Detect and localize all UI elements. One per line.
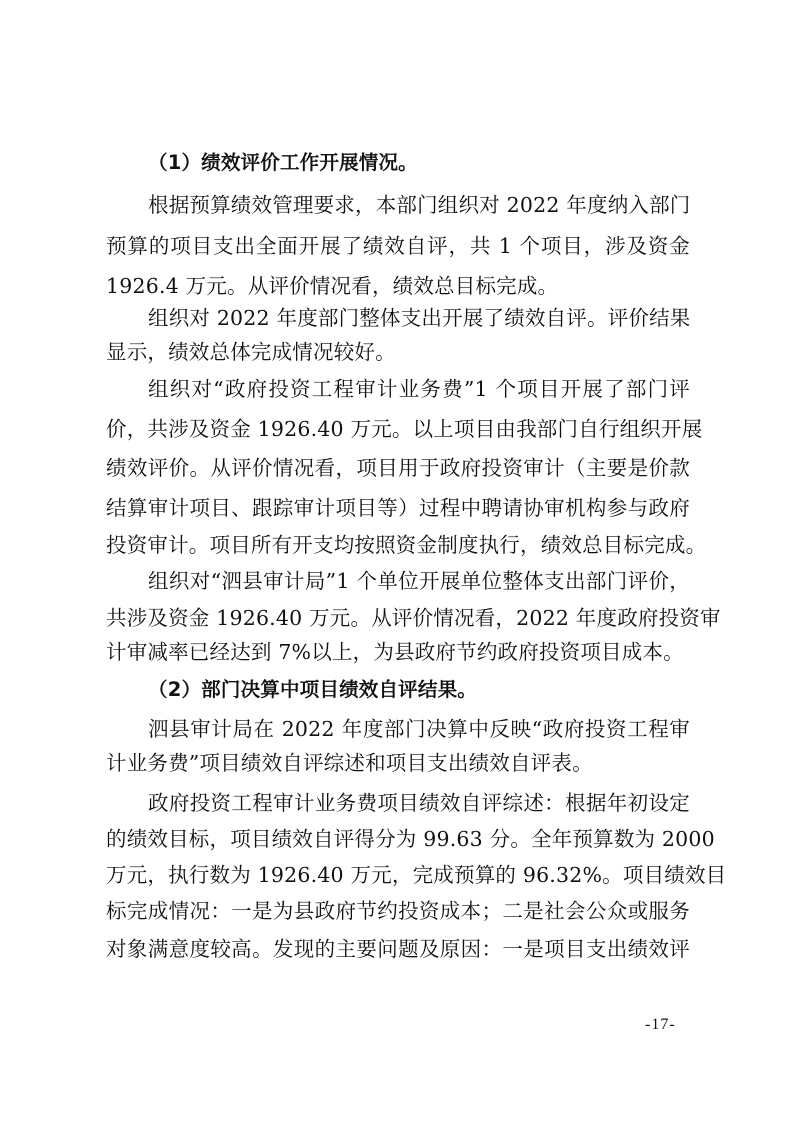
paragraph-line: 共涉及资金 1926.40 万元。从评价情况看，2022 年度政府投资审: [106, 606, 721, 630]
paragraph-line: 显示，绩效总体完成情况较好。: [106, 340, 396, 364]
paragraph-line: 结算审计项目、跟踪审计项目等）过程中聘请协审机构参与政府: [106, 496, 690, 520]
paragraph-line: 1926.4 万元。从评价情况看，绩效总目标完成。: [106, 274, 559, 298]
paragraph-line: 绩效评价。从评价情况看，项目用于政府投资审计（主要是价款: [106, 456, 690, 480]
section-heading: （1）绩效评价工作开展情况。: [148, 151, 418, 174]
paragraph-line: 对象满意度较高。发现的主要问题及原因：一是项目支出绩效评: [106, 937, 690, 961]
paragraph-line: 预算的项目支出全面开展了绩效自评，共 1 个项目，涉及资金: [106, 234, 690, 258]
paragraph-line: 投资审计。项目所有开支均按照资金制度执行，绩效总目标完成。: [106, 533, 707, 557]
paragraph-line: 泗县审计局在 2022 年度部门决算中反映“政府投资工程审: [148, 717, 690, 741]
paragraph-line: 的绩效目标，项目绩效自评得分为 99.63 分。全年预算数为 2000: [106, 827, 715, 851]
paragraph-line: 根据预算绩效管理要求，本部门组织对 2022 年度纳入部门: [148, 193, 691, 217]
paragraph-line: 计审减率已经达到 7%以上，为县政府节约政府投资项目成本。: [106, 640, 684, 664]
paragraph-line: 政府投资工程审计业务费项目绩效自评综述：根据年初设定: [148, 791, 690, 815]
paragraph-line: 组织对“政府投资工程审计业务费”1 个项目开展了部门评: [148, 377, 690, 401]
section-heading: （2）部门决算中项目绩效自评结果。: [148, 678, 477, 701]
paragraph-line: 标完成情况：一是为县政府节约投资成本；二是社会公众或服务: [106, 899, 690, 923]
paragraph-line: 组织对 2022 年度部门整体支出开展了绩效自评。评价结果: [148, 306, 691, 330]
paragraph-line: 价，共涉及资金 1926.40 万元。以上项目由我部门自行组织开展: [106, 417, 703, 441]
page-number: -17-: [645, 1016, 676, 1033]
paragraph-line: 组织对“泗县审计局”1 个单位开展单位整体支出部门评价，: [148, 569, 690, 593]
paragraph-line: 计业务费”项目绩效自评综述和项目支出绩效自评表。: [106, 751, 593, 775]
paragraph-line: 万元，执行数为 1926.40 万元，完成预算的 96.32%。项目绩效目: [106, 863, 727, 887]
